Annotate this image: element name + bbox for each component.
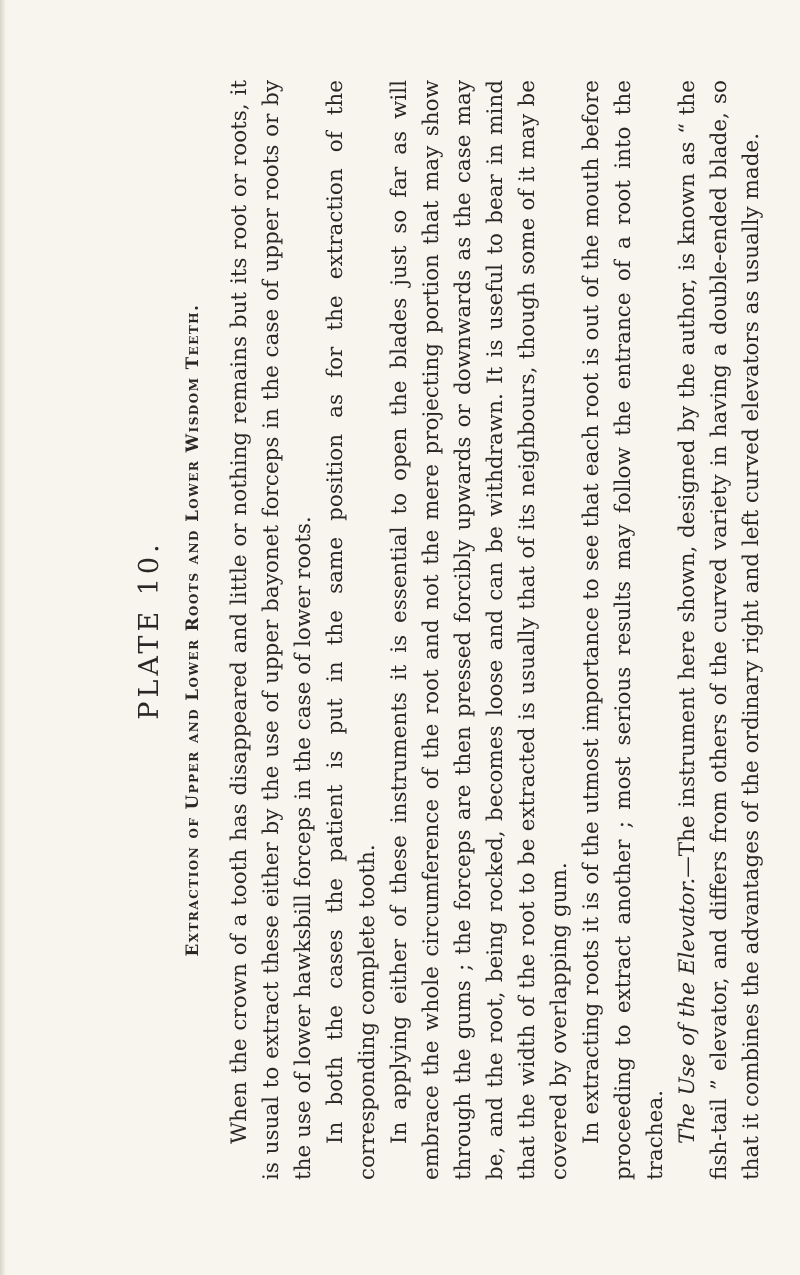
paragraph-roots-intro: [224, 80, 320, 1180]
paragraph-text: In both the cases the patient is put in the same position as for the extraction of the corresponding complete tooth.: [323, 80, 380, 1180]
paragraph-text: When the crown of a tooth has disappeared and little or nothing remains but its root or roots, it is usual to extract these either by the use of upper bayonet forceps in the case of upper roots or by the use of lower hawksbill forceps in the case of lower roots.: [227, 80, 316, 1180]
paragraph-elevator: [672, 80, 768, 1180]
plate-subtitle: Extraction of Upper and Lower Roots and Lower Wisdom Teeth.: [183, 303, 202, 957]
paragraph-text: In applying either of these instruments it is essential to open the blades just so far as will embrace the whole circumference of the root and not the mere projecting portion that may show through the gums ; the forceps are then pressed forcibly upwards or downwards as the case may be, and the root, being rocked, becomes loose and can be withdrawn. It is useful to bear in mind that the width of the root to be extracted is usually that of its neighbours, though some of it may be covered by overlapping gum.: [387, 80, 572, 1180]
page-edge: [0, 0, 6, 1275]
paragraph-patient-position: [320, 80, 384, 1180]
paragraph-text: In extracting roots it is of the utmost importance to see that each root is out of the mouth before proceeding to extract another ; most serious results may follow the entrance of a root into the trachea.: [579, 80, 668, 1180]
paragraph-text: —The instrument here shown, designed by the author, is known as “ the fish-tail ” elevator, and differs from others of the curved variety in having a double-ended blade, so that it combines the advantages of the ordinary right and left curved elevators as usually made.: [675, 80, 764, 1180]
paragraph-applying-instruments: [384, 80, 576, 1180]
plate-title: PLATE 10.: [134, 540, 165, 720]
paragraph-lead-italic: The Use of the Elevator.: [675, 877, 700, 1144]
paragraph-extracting-roots: [576, 80, 672, 1180]
rotated-page-content: [132, 80, 768, 1180]
